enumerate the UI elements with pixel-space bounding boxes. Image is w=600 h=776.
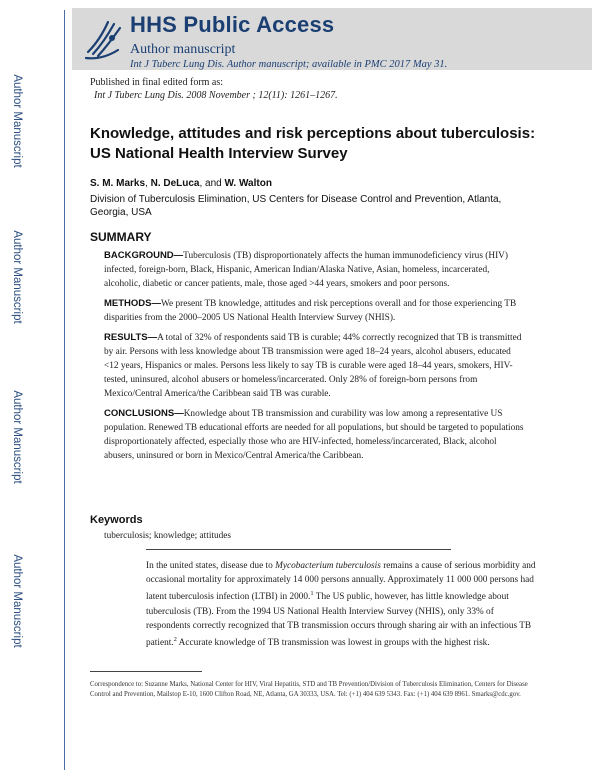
header-subtitle: Author manuscript bbox=[130, 42, 236, 57]
author: S. M. Marks bbox=[90, 178, 146, 189]
summary-heading: SUMMARY bbox=[90, 230, 152, 244]
citation: Int J Tuberc Lung Dis. 2008 November ; 12(11): 1261–1267. bbox=[94, 90, 338, 101]
keywords-heading: Keywords bbox=[90, 514, 143, 526]
authors bbox=[90, 178, 272, 189]
summary-body bbox=[104, 249, 524, 469]
author-separator: , and bbox=[199, 178, 225, 189]
sidebar-label: Author Manuscript bbox=[11, 74, 23, 168]
affiliation: Division of Tuberculosis Elimination, US Centers for Disease Control and Prevention, Atlanta, Georgia, USA bbox=[90, 194, 502, 218]
correspondence-footnote: Correspondence to: Suzanne Marks, National Center for HIV, Viral Hepatitis, STD and TB Prevention/Division of Tuberculosis Elimination, Centers for Disease Control and Prevention, Mailstop E-10, 1600 Clifton Road, NE, Atlanta, GA 30333, USA. Tel: (+1) 404 639 5343. Fax: (+1) 404 639 8961. Smarks@cdc.gov. bbox=[90, 681, 528, 698]
summary-conclusions: CONCLUSIONS—Knowledge about TB transmission and curability was low among a representative US population. Renewed TB educational efforts are needed for all populations, but should be targeted to populations disproportionately affected, especially those who are HIV-infected, homeless/incarcerated, Black, alcohol abusers, uninsured or born in Mexico/Central America/the Caribbean. bbox=[104, 408, 524, 461]
author: W. Walton bbox=[224, 178, 272, 189]
hhs-eagle-logo-icon bbox=[78, 12, 132, 66]
summary-background: BACKGROUND—Tuberculosis (TB) disproportionately affects the human immunodeficiency virus (HIV) infected, foreign-born, Black, Hispanic, American Indian/Alaska Native, Asian, homeless, incarcerated, alcoholic, diabetic or cancer patients, male, those aged >44 years, smokers and poor persons. bbox=[104, 250, 508, 289]
section-divider bbox=[146, 549, 451, 550]
footnote-divider bbox=[90, 671, 202, 672]
hhs-header bbox=[72, 8, 592, 70]
header-title: HHS Public Access bbox=[130, 12, 335, 37]
header-journal-line: Int J Tuberc Lung Dis. Author manuscript; available in PMC 2017 May 31. bbox=[130, 59, 448, 70]
publication-info bbox=[90, 76, 338, 102]
sidebar-label: Author Manuscript bbox=[11, 554, 23, 648]
sidebar-divider bbox=[64, 10, 65, 770]
published-label: Published in final edited form as: bbox=[90, 77, 224, 88]
sidebar-label: Author Manuscript bbox=[11, 390, 23, 484]
article-title: Knowledge, attitudes and risk perceptions about tuberculosis: US National Health Interview Survey bbox=[90, 125, 536, 162]
author-separator: , bbox=[145, 178, 151, 189]
summary-methods: METHODS—We present TB knowledge, attitudes and risk perceptions overall and for those experiencing TB disparities from the 2000–2005 US National Health Interview Survey (NHIS). bbox=[104, 298, 517, 323]
sidebar-label: Author Manuscript bbox=[11, 230, 23, 324]
author: N. DeLuca bbox=[150, 178, 200, 189]
intro-paragraph: In the united states, disease due to Mycobacterium tuberculosis remains a cause of serious morbidity and occasional mortality for approximately 14 000 persons annually. Approximately 11 000 000 persons had latent tuberculosis infection (LTBI) in 2000.$^1$ The US public, however, has little knowledge about tuberculosis (TB). From the 1994 US National Health Interview Survey (NHIS), only 33% of respondents correctly recognized that TB transmission occurs through sharing air with an infectious TB patient.$^2$ Accurate knowledge of TB transmission was lowest in groups with the highest risk. bbox=[146, 561, 536, 649]
summary-results: RESULTS—A total of 32% of respondents said TB is curable; 44% correctly recognized that TB is transmitted by air. Persons with less knowledge about TB transmission were aged 18–24 years, alcohol abusers, educated <12 years, Hispanics or males. Persons less likely to say TB is curable were aged 18–44 years, smokers, HIV-tested, uninsured, alcohol abusers or homeless/incarcerated. Only 28% of foreign-born persons from Mexico/Central America/the Caribbean said TB was curable. bbox=[104, 332, 522, 399]
keywords-text: tuberculosis; knowledge; attitudes bbox=[104, 531, 232, 541]
